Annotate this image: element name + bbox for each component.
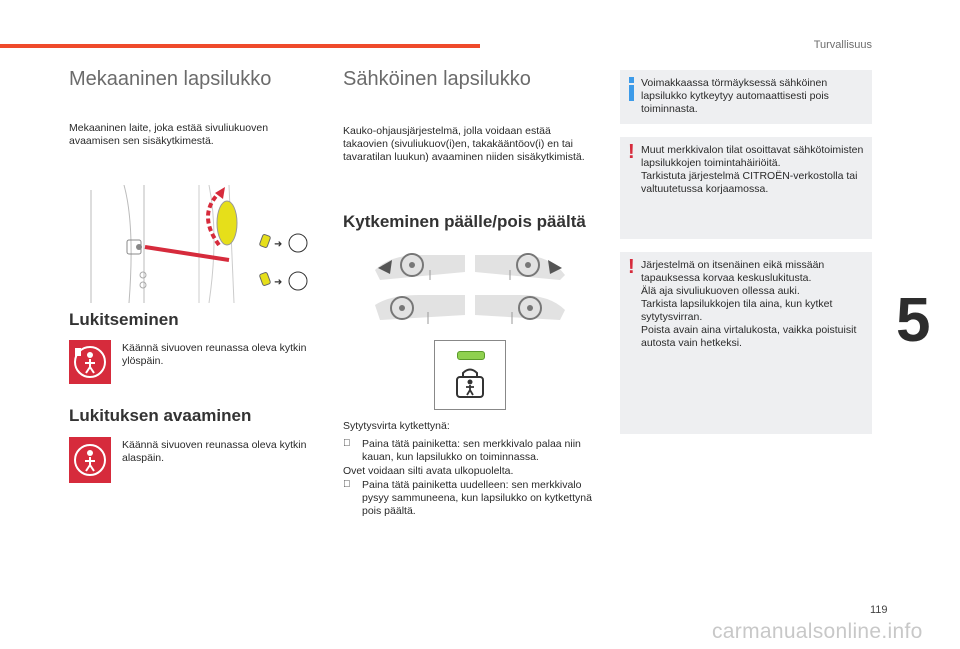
warning-note-2 [620, 252, 872, 434]
warning-note-2-text: Järjestelmä on itsenäinen eikä missään tapauksessa korvaa keskuslukitusta. Älä aja sivuliukuoven ollessa auki. Tarkista lapsilukkojen tila aina, kun kytket sytytysvirran. Poista avain aina virtalukosta, vaikka poistuisit autosta vain hetkeksi. [641, 259, 857, 349]
lock-heading: Lukitseminen [69, 310, 179, 329]
middle-subtitle: Kytkeminen päälle/pois päältä [343, 212, 586, 231]
lock-text: Käännä sivuoven reunassa oleva kytkin ylöspäin. [122, 342, 307, 367]
header-accent-bar [0, 44, 480, 48]
info-icon [629, 85, 634, 101]
info-note-text: Voimakkaassa törmäyksessä sähköinen lapsilukko kytkeytyy automaattisesti pois toiminnasta. [641, 77, 829, 115]
middle-title: Sähköinen lapsilukko [343, 68, 531, 90]
info-note [620, 70, 872, 124]
warning-icon: ! [628, 141, 635, 163]
ignition-text: Sytytysvirta kytkettynä: [343, 420, 450, 432]
warning-icon: ! [628, 256, 635, 278]
child-lock-button[interactable] [434, 340, 506, 410]
left-intro: Mekaaninen laite, joka estää sivuliukuoven avaamisen sen sisäkytkimestä. [69, 122, 269, 147]
unlock-text: Käännä sivuoven reunassa oleva kytkin alaspäin. [122, 439, 307, 464]
middle-intro: Kauko-ohjausjärjestelmä, jolla voidaan estää takaovien (sivuliukuov(i)en, takakääntöov(i) en tai tavaratilan luukun) avaaminen niiden sisäkytkimistä. [343, 125, 585, 163]
left-title: Mekaaninen lapsilukko [69, 68, 272, 90]
page-number: 119 [870, 604, 888, 616]
watermark: carmanualsonline.info [712, 620, 923, 643]
warning-note-1 [620, 137, 872, 239]
child-lock-button-icon [455, 367, 485, 399]
step2-text: Paina tätä painiketta uudelleen: sen merkkivalo pysyy sammuneena, kun lapsilukko on kytkettynä pois päältä. [362, 479, 592, 517]
section-name: Turvallisuus [813, 39, 872, 51]
chapter-number: 5 [896, 286, 931, 355]
dashboard-illustration [370, 250, 570, 332]
unlock-heading: Lukituksen avaaminen [69, 406, 252, 425]
svg-text:➜: ➜ [274, 239, 283, 250]
led-indicator [457, 351, 485, 360]
step-middle-text: Ovet voidaan silti avata ulkopuolelta. [343, 465, 514, 477]
info-icon-dot [629, 77, 634, 83]
child-lock-icon [69, 340, 111, 384]
warning-note-1-text: Muut merkkivalon tilat osoittavat sähkötoimisten lapsilukkojen toimintahäiriöitä. Tarkistuta järjestelmä CITROËN-verkostolla tai valtuutetussa korjaamossa. [641, 144, 864, 195]
bullet-marker [343, 438, 351, 449]
door-switch-illustration [69, 185, 309, 303]
child-unlock-icon [69, 437, 111, 483]
step1-text: Paina tätä painiketta: sen merkkivalo palaa niin kauan, kun lapsilukko on toiminnassa. [362, 438, 581, 463]
bullet-marker [343, 479, 351, 490]
svg-text:➜: ➜ [274, 277, 283, 288]
